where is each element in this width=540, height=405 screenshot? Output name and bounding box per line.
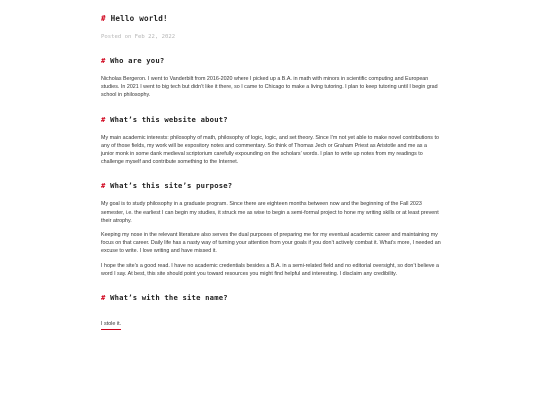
post-content	[101, 14, 441, 330]
section-heading-purpose	[101, 181, 441, 191]
section-heading-about	[101, 115, 441, 125]
paragraph-who: Nicholas Bergeron. I went to Vanderbilt from 2016-2020 where I picked up a B.A. in math with minors in scientific computing and European studies. In 2021 I went to big tech but didn’t like it there, so I came to Chicago to make a living tutoring. I plan to keep tutoring until I begin grad school in philosophy.	[101, 76, 438, 99]
post-title	[101, 14, 441, 24]
section-heading-about-text: What’s this website about?	[110, 114, 228, 124]
paragraph-about: My main academic interests: philosophy of math, philosophy of logic, logic, and set theory. Since I’m not yet able to make novel contributions to any of those fields, my work will be expository notes and commentary. So think of Thomas Jech or Graham Priest as Aristotle and me as a junior monk in some dank medieval scriptorium carefully expounding on the scholars’ words. I plan to write up notes from my readings to challenge myself and contribute something to the Internet.	[101, 134, 439, 166]
heading-hash: #	[101, 293, 106, 303]
paragraph-purpose-3: I hope the site’s a good read. I have no academic credentials besides a B.A. in a semi-related field and no editorial oversight, so don’t believe a word I say. At best, this site should point you toward resources you might find helpful and interesting. I disclaim any credibility.	[101, 262, 439, 277]
paragraph-purpose-1: My goal is to study philosophy in a graduate program. Since there are eighteen months between now and the beginning of the Fall 2023 semester, i.e. the earliest I can begin my studies, it struck me as wise to begin a semi-formal project to hone my writing skills or at least prevent their atrophy.	[101, 201, 439, 224]
section-heading-purpose-text: What’s this site’s purpose?	[110, 181, 233, 191]
paragraph-purpose-2: Keeping my nose in the relevant literature also serves the dual purposes of preparing me for my eventual academic career and maintaining my focus on that career. Daily life has a nasty way of turning your attention from your goals if you don’t actively combat it. What’s more, I needed an excuse to write. I love writing and have missed it.	[101, 232, 441, 255]
section-heading-name-text: What’s with the site name?	[110, 293, 228, 303]
post-title-text: Hello world!	[110, 14, 168, 23]
section-heading-who-text: Who are you?	[110, 56, 165, 65]
section-heading-who	[101, 56, 441, 66]
heading-hash: #	[101, 14, 106, 23]
heading-hash: #	[101, 114, 106, 124]
section-heading-name	[101, 293, 441, 303]
heading-hash: #	[101, 56, 106, 65]
post-date: Posted on Feb 22, 2022	[101, 34, 176, 40]
stole-it-link[interactable]: I stole it.	[101, 320, 121, 330]
heading-hash: #	[101, 181, 106, 191]
